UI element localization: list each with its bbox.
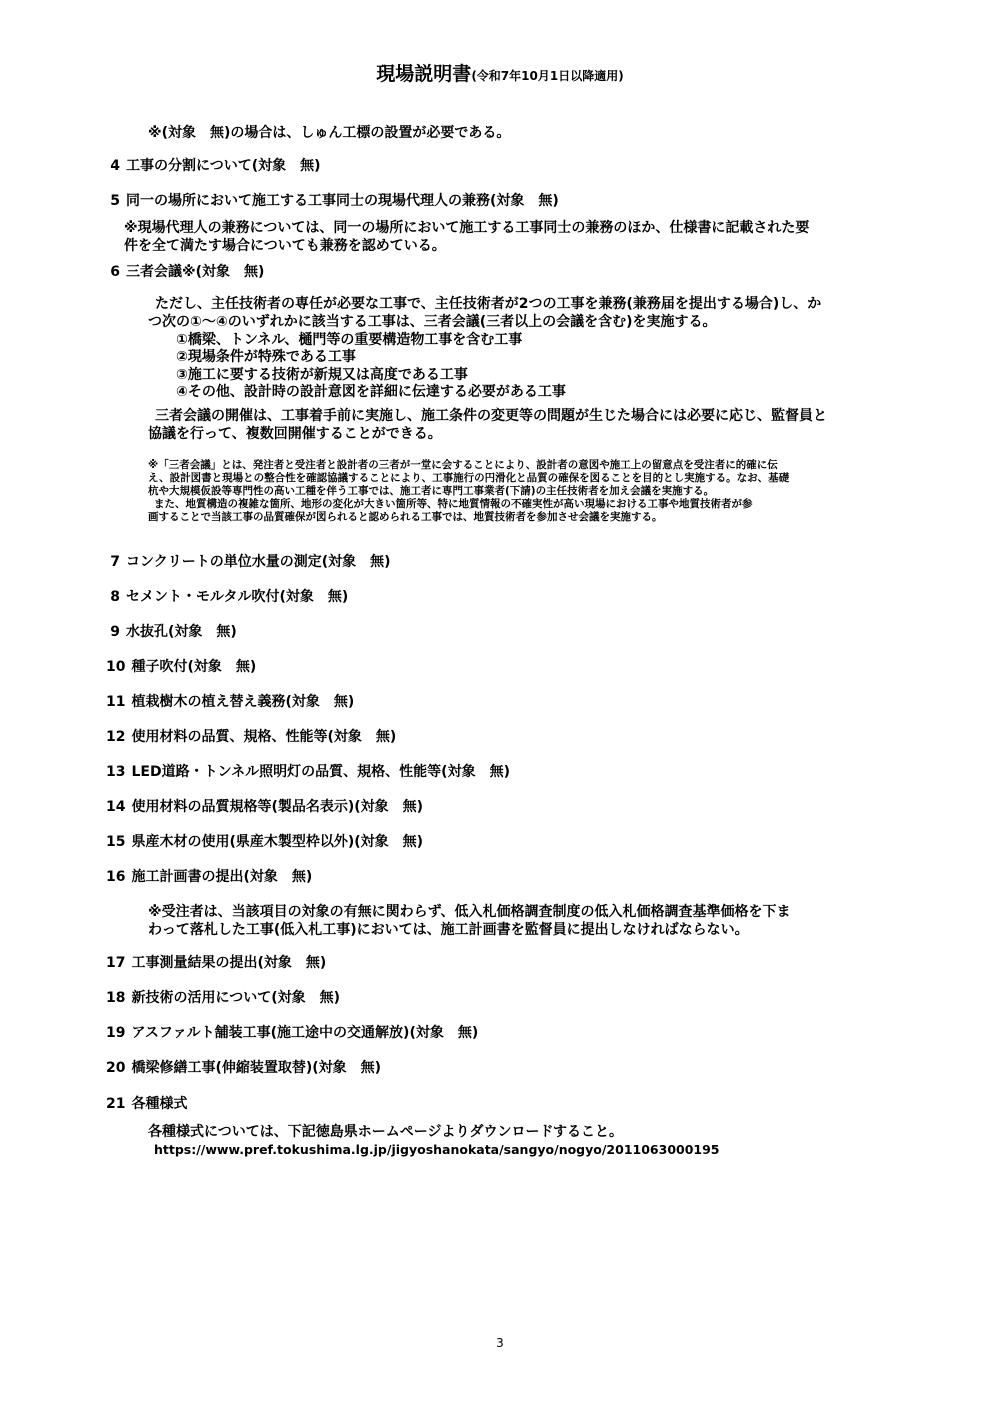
sec6-footnote-line-4: また、地質構造の複雑な箇所、地形の変化が大きい箇所等、特に地質情報の不確実性が高い現場における工事や地質技術者が参	[154, 498, 753, 510]
page-title	[0, 62, 1000, 88]
section-10	[106, 659, 256, 675]
section-13	[106, 764, 510, 780]
sec6-item-3: ③施工に要する技術が新規又は高度である工事	[176, 367, 468, 383]
section-17	[106, 955, 326, 971]
section-heading: 工事の分割について(対象 無)	[126, 158, 321, 174]
section-number: 10	[106, 659, 126, 675]
sec6-item-4: ④その他、設計時の設計意図を詳細に伝達する必要がある工事	[176, 384, 566, 400]
sec6-footnote-line-5: 画することで当該工事の品質確保が図られると認められる工事では、地質技術者を参加させ会議を実施する。	[148, 511, 663, 523]
section-heading: 同一の場所において施工する工事同士の現場代理人の兼務(対象 無)	[126, 193, 559, 209]
section-8	[106, 589, 348, 605]
sec6-body2-line-1: 三者会議の開催は、工事着手前に実施し、施工条件の変更等の問題が生じた場合には必要に応じ、監督員と	[155, 408, 827, 424]
section-heading: 水抜孔(対象 無)	[126, 624, 237, 640]
sec6-footnote-line-1: ※「三者会議」とは、発注者と受注者と設計者の三者が一堂に会することにより、設計者の意図や施工上の留意点を受注者に的確に伝	[148, 459, 778, 471]
section-14	[106, 799, 423, 815]
section-heading: 三者会議※(対象 無)	[126, 264, 265, 280]
section-heading: 新技術の活用について(対象 無)	[131, 990, 341, 1006]
section-heading: 橋梁修繕工事(伸縮装置取替)(対象 無)	[131, 1060, 382, 1076]
section-number: 14	[106, 799, 126, 815]
sec16-note-line-2: わって落札した工事(低入札工事)においては、施工計画書を監督員に提出しなければならない。	[148, 922, 749, 938]
section-heading: 各種様式	[131, 1096, 188, 1112]
section-number: 5	[110, 193, 120, 209]
section-number: 19	[106, 1025, 126, 1041]
section-heading: 使用材料の品質規格等(製品名表示)(対象 無)	[131, 799, 424, 815]
section-number: 17	[106, 955, 126, 971]
section-4	[106, 158, 321, 174]
note-top: ※(対象 無)の場合は、しゅん工標の設置が必要である。	[148, 125, 511, 141]
section-number: 6	[110, 264, 120, 280]
section-heading: 工事測量結果の提出(対象 無)	[131, 955, 327, 971]
section-number: 16	[106, 869, 126, 885]
section-number: 4	[110, 158, 120, 174]
section-12	[106, 729, 396, 745]
section-heading: LED道路・トンネル照明灯の品質、規格、性能等(対象 無)	[131, 764, 510, 780]
section-11	[106, 694, 354, 710]
section-number: 21	[106, 1096, 126, 1112]
section-heading: 種子吹付(対象 無)	[131, 659, 257, 675]
section-heading: コンクリートの単位水量の測定(対象 無)	[126, 554, 391, 570]
sec6-body-line-1: ただし、主任技術者の専任が必要な工事で、主任技術者が2つの工事を兼務(兼務届を提出する場合)し、か	[155, 296, 822, 312]
section-number: 8	[110, 589, 120, 605]
title-main: 現場説明書	[376, 63, 472, 85]
section-20	[106, 1060, 381, 1076]
page-number: 3	[496, 1336, 504, 1350]
section-heading: アスファルト舗装工事(施工途中の交通解放)(対象 無)	[131, 1025, 479, 1041]
section-6	[106, 264, 264, 280]
sec6-body-line-2: つ次の①～④のいずれかに該当する工事は、三者会議(三者以上の会議を含む)を実施する。	[148, 314, 717, 330]
section-number: 20	[106, 1060, 126, 1076]
sec5-note-line-1: ※現場代理人の兼務については、同一の場所において施工する工事同士の兼務のほか、仕様書に記載された要	[124, 220, 810, 236]
section-heading: 植栽樹木の植え替え義務(対象 無)	[131, 694, 355, 710]
section-19	[106, 1025, 478, 1041]
section-9	[106, 624, 237, 640]
section-number: 15	[106, 834, 126, 850]
section-7	[106, 554, 391, 570]
section-15	[106, 834, 423, 850]
section-number: 13	[106, 764, 126, 780]
sec6-body2-line-2: 協議を行って、複数回開催することができる。	[148, 426, 442, 442]
section-heading: セメント・モルタル吹付(対象 無)	[126, 589, 349, 605]
section-16	[106, 869, 312, 885]
sec6-item-1: ①橋梁、トンネル、樋門等の重要構造物工事を含む工事	[176, 332, 523, 348]
sec21-url-link[interactable]: https://www.pref.tokushima.lg.jp/jigyoshanokata/sangyo/nogyo/2011063000195	[154, 1142, 720, 1157]
section-number: 7	[110, 554, 120, 570]
sec16-note-line-1: ※受注者は、当該項目の対象の有無に関わらず、低入札価格調査制度の低入札価格調査基準価格を下ま	[148, 904, 791, 920]
sec6-item-2: ②現場条件が特殊である工事	[176, 349, 356, 365]
sec6-footnote-line-3: 杭や大規模仮設等専門性の高い工種を伴う工事では、施工者に専門工事業者(下請)の主任技術者を加え会議を実施する。	[148, 485, 715, 497]
section-heading: 施工計画書の提出(対象 無)	[131, 869, 313, 885]
section-number: 12	[106, 729, 126, 745]
sec21-body: 各種様式については、下記徳島県ホームページよりダウンロードすること。	[148, 1124, 624, 1140]
sec6-footnote-line-2: え、設計図書と現場との整合性を確認協議することにより、工事施行の円滑化と品質の確保を図ることを目的とし実施する。なお、基礎	[148, 472, 790, 484]
section-18	[106, 990, 340, 1006]
section-number: 18	[106, 990, 126, 1006]
section-heading: 使用材料の品質、規格、性能等(対象 無)	[131, 729, 397, 745]
section-5	[106, 193, 559, 209]
section-heading: 県産木材の使用(県産木製型枠以外)(対象 無)	[131, 834, 424, 850]
section-number: 9	[110, 624, 120, 640]
title-subtitle: (令和7年10月1日以降適用)	[471, 69, 624, 83]
sec5-note-line-2: 件を全て満たす場合についても兼務を認めている。	[124, 238, 446, 254]
section-21	[106, 1096, 187, 1112]
section-number: 11	[106, 694, 126, 710]
